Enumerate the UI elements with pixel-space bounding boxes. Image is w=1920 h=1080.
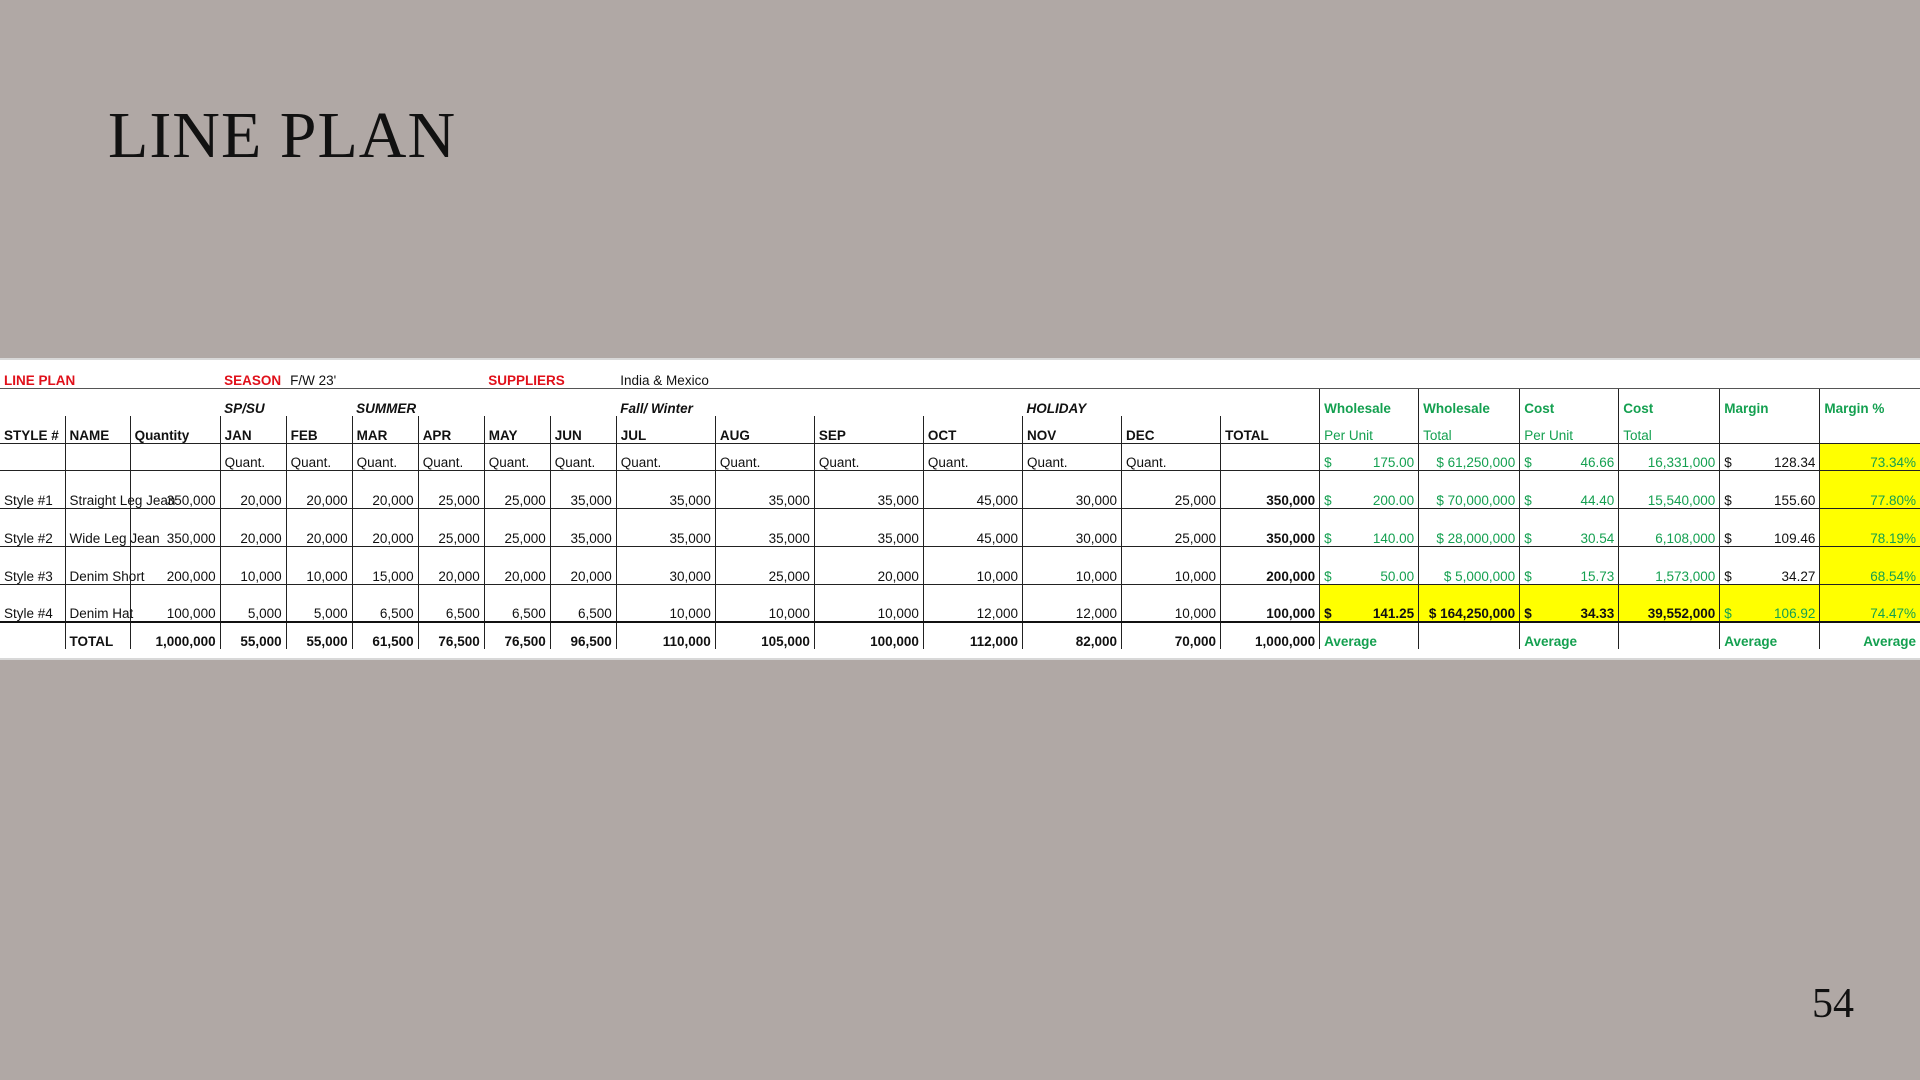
header-wholesale-per-unit: Wholesale	[1320, 388, 1419, 416]
wholesale-per-unit-cell: $ 141.25	[1320, 584, 1419, 622]
totals-label: TOTAL	[65, 622, 130, 649]
quant-label: Quant.	[352, 443, 418, 470]
month-cell: 20,000	[220, 508, 286, 546]
cost-per-unit-cell: $ 34.33	[1520, 584, 1619, 622]
units-row	[0, 443, 1920, 470]
quant-label: Quant.	[550, 443, 616, 470]
month-cell: 25,000	[484, 470, 550, 508]
margin-cell: $ 155.60	[1720, 470, 1820, 508]
table-row	[0, 584, 1920, 622]
subheader-wholesale-per-unit: Per Unit	[1320, 416, 1419, 443]
month-cell: 35,000	[715, 470, 814, 508]
month-cell: 25,000	[418, 508, 484, 546]
cost-per-unit-cell: $ 15.73	[1520, 546, 1619, 584]
month-cell: 20,000	[484, 546, 550, 584]
style-name-cell: Denim Short	[65, 546, 130, 584]
quantity-cell: 350,000	[130, 508, 220, 546]
style-number-cell: Style #2	[0, 508, 65, 546]
totals-month: 76,500	[418, 622, 484, 649]
quant-label: Quant.	[1022, 443, 1121, 470]
table-row	[0, 470, 1920, 508]
month-cell: 25,000	[418, 470, 484, 508]
row-total-cell: 350,000	[1221, 508, 1320, 546]
month-cell: 20,000	[550, 546, 616, 584]
month-cell: 10,000	[1022, 546, 1121, 584]
month-cell: 35,000	[814, 470, 923, 508]
cost-total-cell: 16,331,000	[1619, 443, 1720, 470]
margin-cell: $ 106.92	[1720, 584, 1820, 622]
totals-row	[0, 622, 1920, 649]
wholesale-per-unit-cell: $ 140.00	[1320, 508, 1419, 546]
month-cell: 5,000	[286, 584, 352, 622]
month-cell: 10,000	[1122, 584, 1221, 622]
quant-label: Quant.	[1122, 443, 1221, 470]
totals-month: 82,000	[1022, 622, 1121, 649]
page-number: 54	[1812, 981, 1854, 1027]
margin-percent-cell: 78.19%	[1820, 508, 1920, 546]
cost-total-cell: 39,552,000	[1619, 584, 1720, 622]
cost-total-cell: 15,540,000	[1619, 470, 1720, 508]
cost-total-cell: 1,573,000	[1619, 546, 1720, 584]
month-cell: 30,000	[1022, 470, 1121, 508]
month-cell: 12,000	[1022, 584, 1121, 622]
totals-month: 76,500	[484, 622, 550, 649]
month-cell: 20,000	[814, 546, 923, 584]
month-cell: 35,000	[814, 508, 923, 546]
month-cell: 20,000	[352, 508, 418, 546]
header-info-row	[0, 360, 1920, 388]
style-name-cell: Denim Hat	[65, 584, 130, 622]
header-month: JUL	[616, 416, 715, 443]
month-cell: 20,000	[352, 470, 418, 508]
slide-title: LINE PLAN	[108, 99, 457, 172]
style-name-cell: Straight Leg Jean	[65, 470, 130, 508]
season-spsu: SP/SU	[224, 401, 265, 416]
month-cell: 10,000	[286, 546, 352, 584]
line-plan-label: LINE PLAN	[0, 360, 220, 388]
header-wholesale-total: Wholesale	[1419, 388, 1520, 416]
month-cell: 25,000	[1122, 470, 1221, 508]
style-number-cell: Style #1	[0, 470, 65, 508]
totals-month: 112,000	[923, 622, 1022, 649]
average-label: Average	[1520, 622, 1619, 649]
month-cell: 35,000	[715, 508, 814, 546]
month-cell: 10,000	[923, 546, 1022, 584]
quant-label: Quant.	[220, 443, 286, 470]
line-plan-spreadsheet	[0, 358, 1920, 660]
header-margin-percent: Margin %	[1820, 388, 1920, 416]
month-cell: 35,000	[550, 470, 616, 508]
header-margin: Margin	[1720, 388, 1820, 416]
table-row	[0, 508, 1920, 546]
row-total-cell: 350,000	[1221, 470, 1320, 508]
totals-month: 110,000	[616, 622, 715, 649]
header-month: FEB	[286, 416, 352, 443]
header-cost-total: Cost	[1619, 388, 1720, 416]
totals-month: 105,000	[715, 622, 814, 649]
line-plan-table	[0, 360, 1920, 649]
month-cell: 35,000	[616, 470, 715, 508]
subheader-cost-per-unit: Per Unit	[1520, 416, 1619, 443]
quant-label: Quant.	[814, 443, 923, 470]
row-total-cell: 200,000	[1221, 546, 1320, 584]
average-label: Average	[1720, 622, 1820, 649]
style-number-cell: Style #3	[0, 546, 65, 584]
header-month: SEP	[814, 416, 923, 443]
margin-cell: $ 109.46	[1720, 508, 1820, 546]
quant-label: Quant.	[616, 443, 715, 470]
wholesale-per-unit-cell: $ 175.00	[1320, 443, 1419, 470]
month-cell: 20,000	[286, 508, 352, 546]
month-cell: 30,000	[616, 546, 715, 584]
month-cell: 10,000	[220, 546, 286, 584]
header-month: NOV	[1022, 416, 1121, 443]
month-cell: 25,000	[484, 508, 550, 546]
header-name: NAME	[65, 416, 130, 443]
month-cell: 45,000	[923, 508, 1022, 546]
table-row	[0, 546, 1920, 584]
month-cell: 6,500	[484, 584, 550, 622]
month-cell: 10,000	[616, 584, 715, 622]
wholesale-per-unit-cell: $ 200.00	[1320, 470, 1419, 508]
month-cell: 35,000	[550, 508, 616, 546]
totals-month: 96,500	[550, 622, 616, 649]
month-cell: 10,000	[715, 584, 814, 622]
totals-month: 100,000	[814, 622, 923, 649]
margin-cell: $ 128.34	[1720, 443, 1820, 470]
header-quantity: Quantity	[130, 416, 220, 443]
header-month: JUN	[550, 416, 616, 443]
header-month: OCT	[923, 416, 1022, 443]
quant-label: Quant.	[484, 443, 550, 470]
quantity-cell: 350,000	[130, 470, 220, 508]
quant-label: Quant.	[286, 443, 352, 470]
wholesale-total-cell: $ 28,000,000	[1419, 508, 1520, 546]
header-style: STYLE #	[0, 416, 65, 443]
header-month: AUG	[715, 416, 814, 443]
wholesale-per-unit-cell: $ 50.00	[1320, 546, 1419, 584]
season-row	[0, 388, 1920, 416]
month-cell: 5,000	[220, 584, 286, 622]
month-cell: 10,000	[814, 584, 923, 622]
season-summer: SUMMER	[356, 401, 417, 416]
style-name-cell: Wide Leg Jean	[65, 508, 130, 546]
month-cell: 20,000	[220, 470, 286, 508]
totals-month: 55,000	[220, 622, 286, 649]
quant-label: Quant.	[715, 443, 814, 470]
cost-per-unit-cell: $ 44.40	[1520, 470, 1619, 508]
month-cell: 10,000	[1122, 546, 1221, 584]
totals-grand-total: 1,000,000	[1221, 622, 1320, 649]
month-cell: 12,000	[923, 584, 1022, 622]
margin-percent-cell: 74.47%	[1820, 584, 1920, 622]
column-header-row	[0, 416, 1920, 443]
totals-quantity: 1,000,000	[130, 622, 220, 649]
month-cell: 20,000	[418, 546, 484, 584]
season-label: SEASON	[220, 360, 286, 388]
subheader-wholesale-total: Total	[1419, 416, 1520, 443]
margin-cell: $ 34.27	[1720, 546, 1820, 584]
margin-percent-cell: 77.80%	[1820, 470, 1920, 508]
totals-month: 61,500	[352, 622, 418, 649]
month-cell: 35,000	[616, 508, 715, 546]
season-fall-winter: Fall/ Winter	[620, 401, 693, 416]
month-cell: 6,500	[418, 584, 484, 622]
wholesale-total-cell: $ 5,000,000	[1419, 546, 1520, 584]
style-number-cell: Style #4	[0, 584, 65, 622]
month-cell: 20,000	[286, 470, 352, 508]
quantity-cell: 200,000	[130, 546, 220, 584]
header-month: DEC	[1122, 416, 1221, 443]
header-month: MAR	[352, 416, 418, 443]
header-cost-per-unit: Cost	[1520, 388, 1619, 416]
header-month: APR	[418, 416, 484, 443]
wholesale-total-cell: $ 164,250,000	[1419, 584, 1520, 622]
average-label: Average	[1320, 622, 1419, 649]
cost-per-unit-cell: $ 30.54	[1520, 508, 1619, 546]
month-cell: 30,000	[1022, 508, 1121, 546]
header-month: JAN	[220, 416, 286, 443]
season-value: F/W 23'	[286, 360, 484, 388]
suppliers-value: India & Mexico	[616, 360, 1920, 388]
subheader-cost-total: Total	[1619, 416, 1720, 443]
month-cell: 25,000	[715, 546, 814, 584]
month-cell: 6,500	[550, 584, 616, 622]
margin-percent-cell: 73.34%	[1820, 443, 1920, 470]
month-cell: 6,500	[352, 584, 418, 622]
wholesale-total-cell: $ 61,250,000	[1419, 443, 1520, 470]
month-cell: 45,000	[923, 470, 1022, 508]
header-month: MAY	[484, 416, 550, 443]
suppliers-label: SUPPLIERS	[484, 360, 616, 388]
quant-label: Quant.	[923, 443, 1022, 470]
month-cell: 15,000	[352, 546, 418, 584]
row-total-cell: 100,000	[1221, 584, 1320, 622]
cost-per-unit-cell: $ 46.66	[1520, 443, 1619, 470]
cost-total-cell: 6,108,000	[1619, 508, 1720, 546]
month-cell: 25,000	[1122, 508, 1221, 546]
totals-month: 55,000	[286, 622, 352, 649]
season-holiday: HOLIDAY	[1026, 401, 1087, 416]
quant-label: Quant.	[418, 443, 484, 470]
margin-percent-cell: 68.54%	[1820, 546, 1920, 584]
header-total: TOTAL	[1221, 416, 1320, 443]
wholesale-total-cell: $ 70,000,000	[1419, 470, 1520, 508]
totals-month: 70,000	[1122, 622, 1221, 649]
average-label: Average	[1820, 622, 1920, 649]
quantity-cell: 100,000	[130, 584, 220, 622]
